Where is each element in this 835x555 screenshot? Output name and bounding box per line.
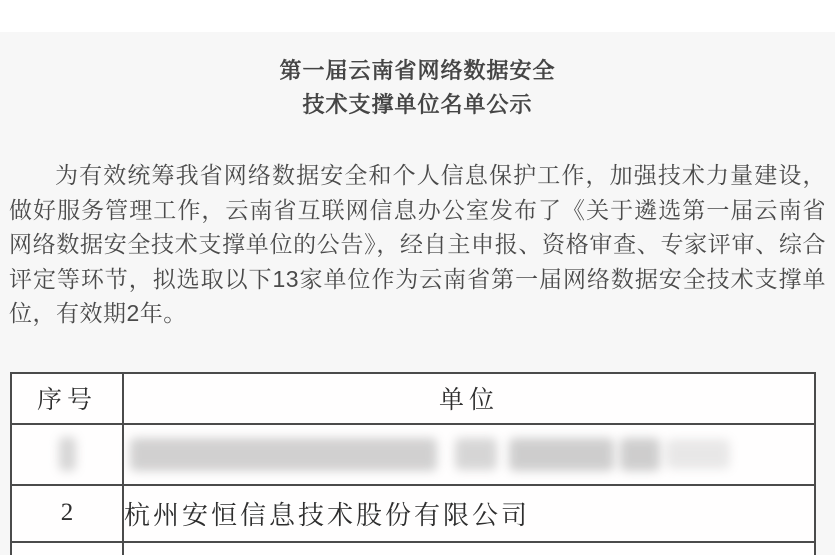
- title-line-1: 第一届云南省网络数据安全: [279, 58, 556, 83]
- top-white-strip: [0, 0, 835, 32]
- units-table: [10, 372, 816, 555]
- table-row-redacted: [11, 424, 815, 485]
- cell-unit-partial: [123, 542, 815, 555]
- redaction-blur-segment: [620, 438, 660, 471]
- cell-index-redacted: [11, 424, 123, 485]
- redaction-blur-segment: [509, 438, 614, 471]
- page-title: [0, 54, 835, 122]
- cell-index-2: 2: [11, 485, 123, 542]
- redaction-blur-index: [59, 437, 76, 471]
- announcement-paragraph: 为有效统筹我省网络数据安全和个人信息保护工作，加强技术力量建设，做好服务管理工作，云南省互联网信息办公室发布了《关于遴选第一届云南省网络数据安全技术支撑单位的公告》，经自主申报、资格审查、专家评审、综合评定等环节，拟选取以下13家单位作为云南省第一届网络数据安全技术支撑单位，有效期2年。: [9, 162, 826, 326]
- redaction-blur-segment: [666, 439, 730, 469]
- title-line-2: 技术支撑单位名单公示: [302, 92, 533, 117]
- table-row-partial: [11, 542, 815, 555]
- redaction-blur-segment: [130, 438, 437, 471]
- table-header-row: [11, 373, 815, 424]
- cell-index-partial: [11, 542, 123, 555]
- header-cell-index: 序号: [11, 373, 123, 424]
- cell-unit-redacted: [123, 424, 815, 485]
- table-row: [11, 485, 815, 542]
- redaction-blur-unit: [130, 425, 814, 484]
- cell-unit-name-2: 杭州安恒信息技术股份有限公司: [123, 485, 815, 542]
- redaction-blur-segment: [455, 438, 497, 470]
- header-cell-unit: 单位: [123, 373, 815, 424]
